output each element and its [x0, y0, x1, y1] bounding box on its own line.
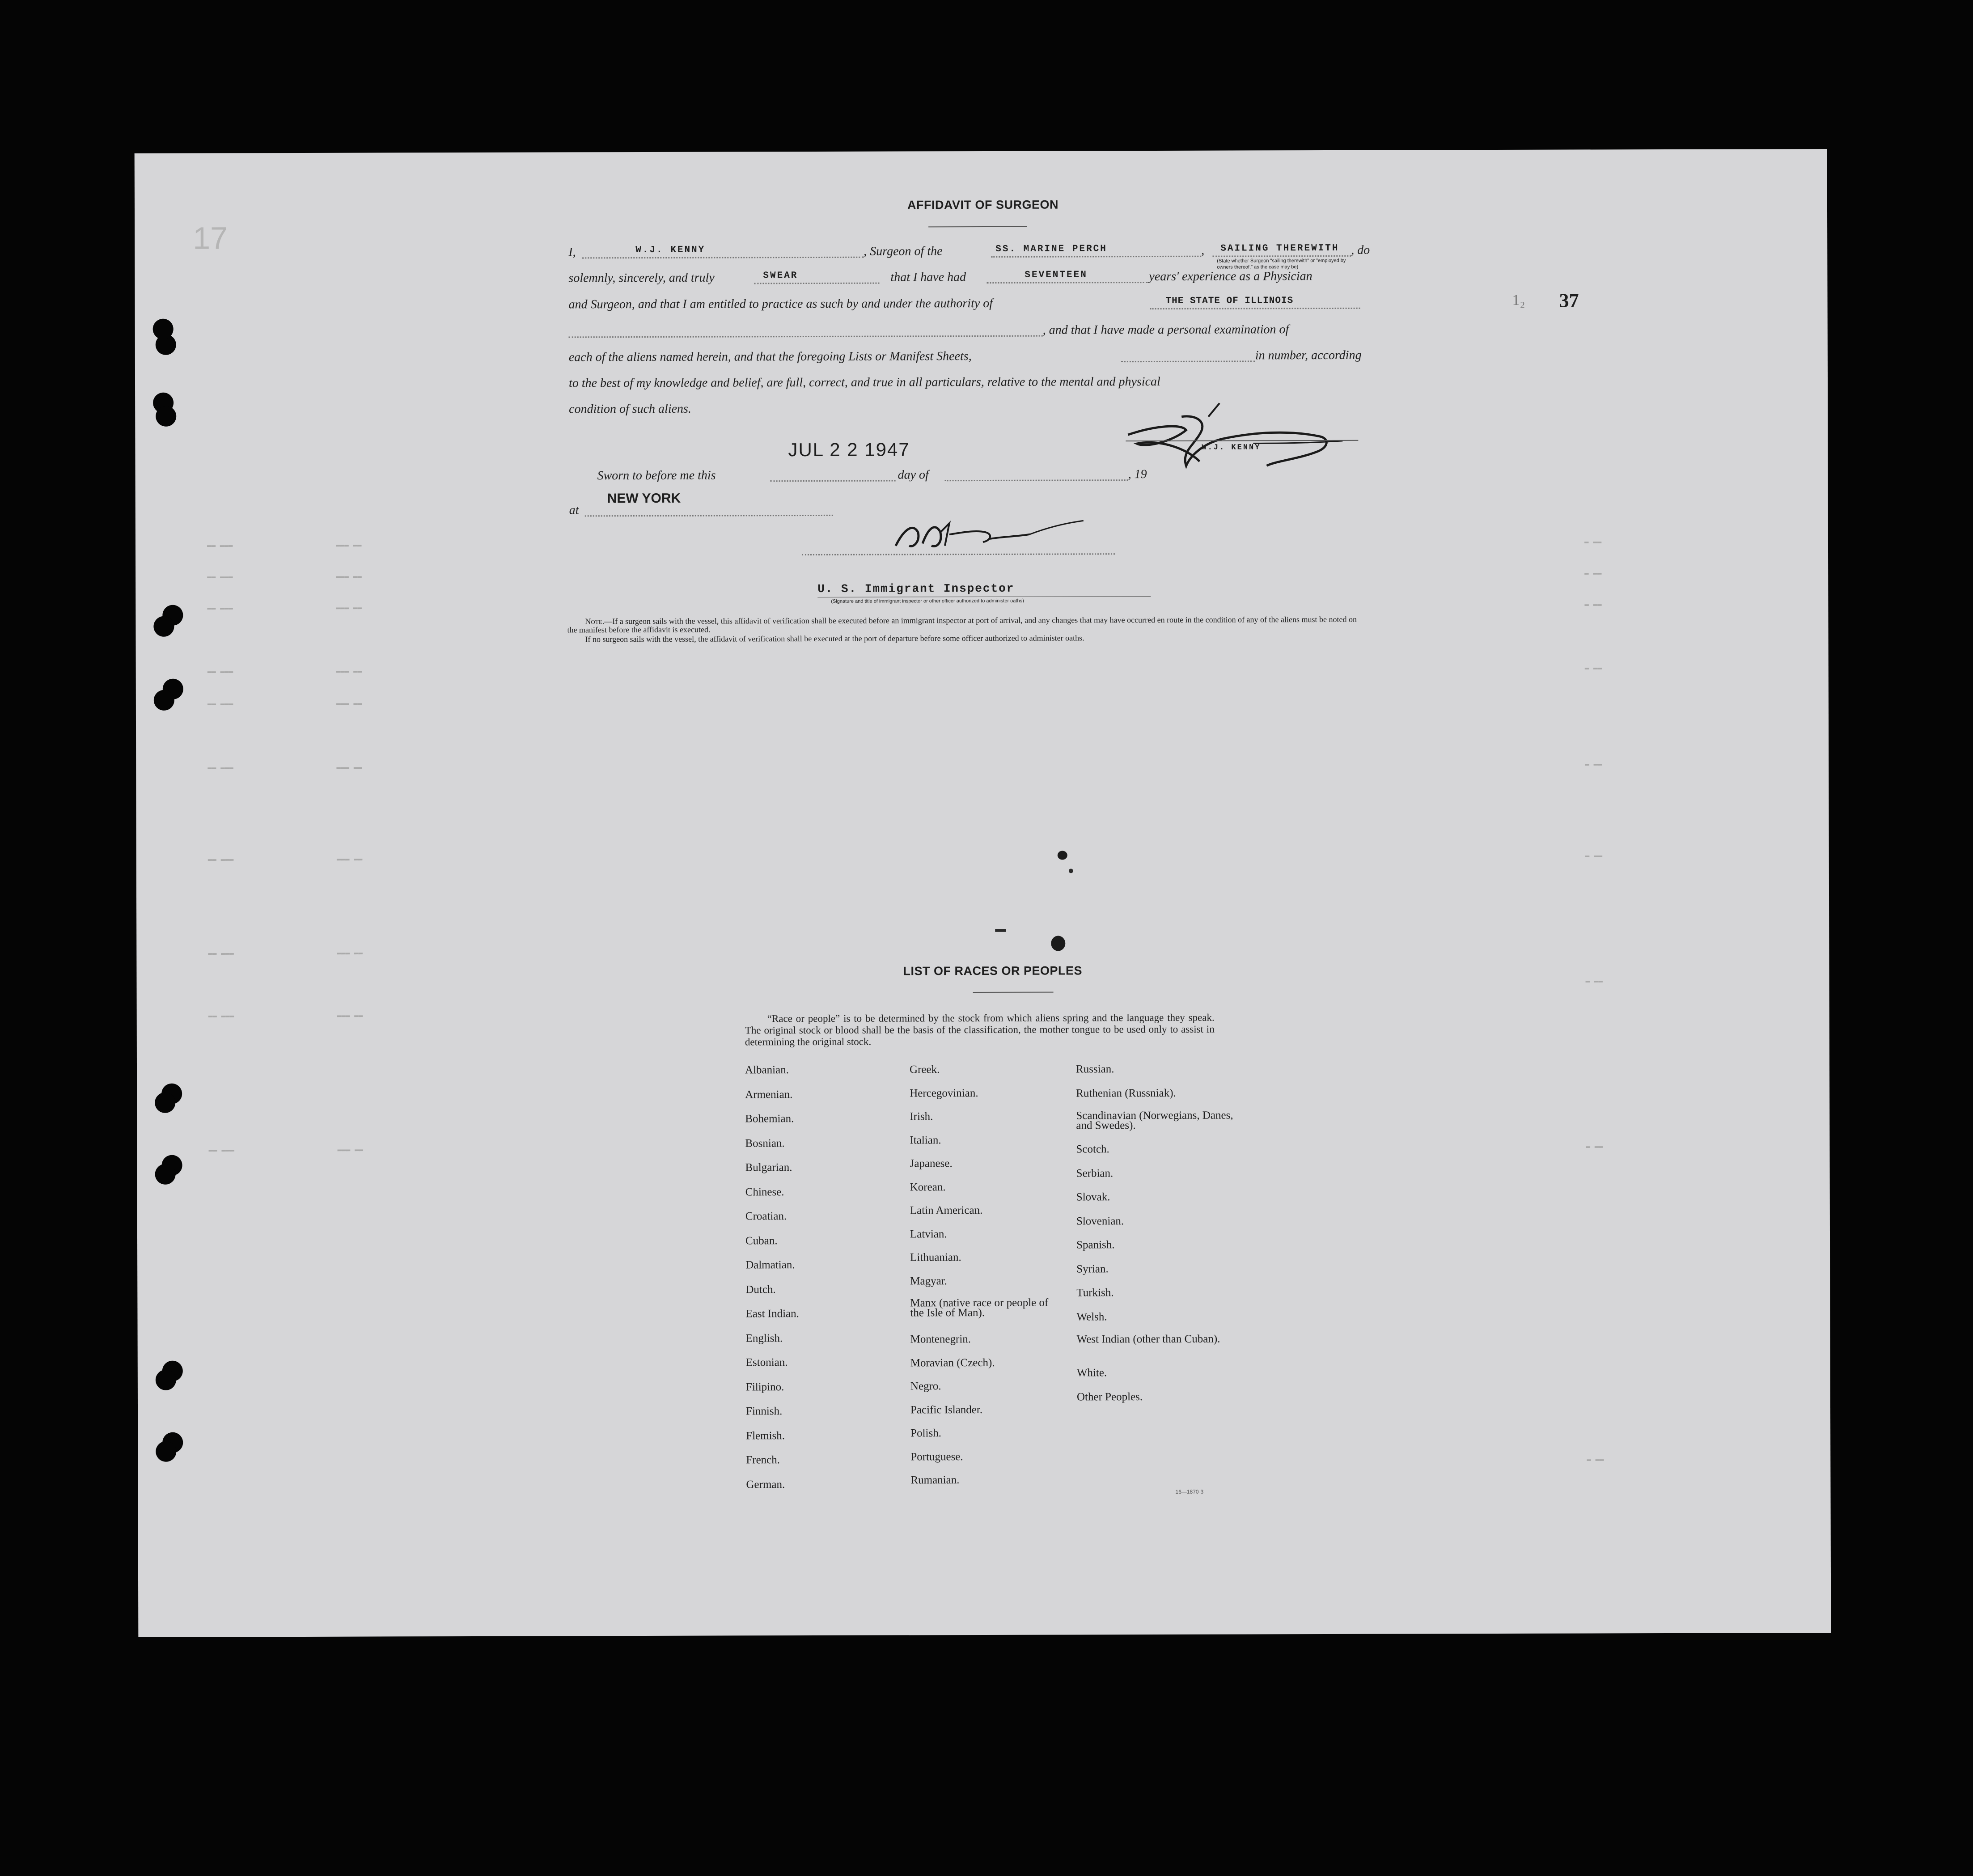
at-line [585, 515, 833, 517]
line4-text: , and that I have made a personal examination of [1042, 322, 1289, 337]
race-item: East Indian. [745, 1308, 799, 1320]
race-item: Latvian. [910, 1228, 947, 1240]
race-item: Greek. [909, 1063, 940, 1076]
ink-speck [1051, 936, 1065, 951]
page-number-mark: 1₂ [1512, 292, 1525, 309]
surgeon-name-line [582, 257, 864, 259]
race-item: Flemish. [746, 1429, 785, 1442]
race-item: Slovak. [1076, 1191, 1110, 1203]
sworn-text2: day of [898, 468, 929, 482]
line1-prefix: I, [568, 245, 576, 259]
race-item: White. [1076, 1367, 1107, 1379]
line2-text1: solemnly, sincerely, and truly [568, 271, 715, 285]
race-item: Welsh. [1076, 1310, 1107, 1323]
race-item: Scotch. [1076, 1143, 1109, 1156]
races-title-rule [973, 992, 1054, 993]
race-item: Dalmatian. [745, 1259, 795, 1271]
race-item: Italian. [910, 1134, 941, 1146]
race-item: German. [746, 1478, 785, 1491]
date-stamp: JUL 2 2 1947 [788, 439, 910, 461]
race-item: French. [746, 1454, 780, 1466]
sheets-count-line [1121, 360, 1255, 362]
line1-surgeon-of: , Surgeon of the [864, 244, 943, 258]
oath-field: SWEAR [763, 271, 798, 281]
race-item: Armenian. [745, 1088, 793, 1101]
race-item: Bohemian. [745, 1113, 794, 1125]
inspector-title: U. S. Immigrant Inspector [817, 581, 1015, 596]
race-item: Cuban. [745, 1234, 778, 1247]
races-title: LIST OF RACES OR PEOPLES [903, 964, 1083, 978]
years-field: SEVENTEEN [1025, 270, 1088, 280]
years-line [986, 282, 1147, 284]
races-intro: “Race or people” is to be determined by the stock from which aliens spring and the language they speak. The original stock or blood shall be the basis of the classification, the mother tongue to be used only to assist in determining the original stock. [745, 1012, 1215, 1048]
inspector-signature [887, 514, 1101, 555]
status-field: SAILING THEREWITH [1220, 243, 1339, 254]
race-item: English. [745, 1332, 783, 1344]
race-item: Lithuanian. [910, 1251, 961, 1264]
ink-speck [1058, 851, 1067, 860]
sworn-day-line [771, 480, 896, 482]
binder-hole [156, 1441, 176, 1462]
affidavit-title: AFFIDAVIT OF SURGEON [907, 198, 1059, 212]
line7-text: condition of such aliens. [569, 402, 691, 416]
form-number: 16—1870-3 [1175, 1488, 1204, 1495]
race-item: Hercegovinian. [910, 1087, 978, 1099]
note-label: Note. [585, 617, 605, 626]
vessel-field: SS. MARINE PERCH [995, 244, 1107, 254]
line3-text1: and Surgeon, and that I am entitled to practice as such by and under the authority of [568, 296, 993, 312]
vessel-line [991, 256, 1201, 258]
race-item: Portuguese. [910, 1450, 963, 1463]
race-item: Syrian. [1076, 1262, 1109, 1275]
affidavit-note-2: If no surgeon sails with the vessel, the affidavit of verification shall be executed at the port of departure before some officer authorized to administer oaths. [585, 633, 1084, 644]
sworn-month-line [945, 479, 1128, 481]
race-item: Bosnian. [745, 1137, 785, 1149]
race-item: Rumanian. [910, 1474, 960, 1486]
surgeon-signature [1119, 398, 1369, 477]
race-item: Spanish. [1076, 1239, 1115, 1251]
at-label: at [569, 503, 579, 517]
race-item: Serbian. [1076, 1167, 1114, 1179]
note-text1: —If a surgeon sails with the vessel, this affidavit of verification shall be executed before an immigrant inspector at port of arrival, and any changes that may have occurred en route in the condition of any of the aliens must be noted on the manifest before the affidavit is executed. [567, 614, 1357, 635]
race-item: Magyar. [910, 1275, 947, 1287]
race-item: Dutch. [745, 1283, 776, 1296]
status-line [1212, 255, 1351, 257]
binder-hole [154, 690, 174, 711]
binder-hole [153, 319, 174, 339]
status-note: (State whether Surgeon "sailing therewith" or "employed by owners thereof," as the case may be) [1217, 258, 1346, 270]
sworn-text3: , 19 [1128, 467, 1147, 482]
sworn-text1: Sworn to before me this [597, 468, 716, 483]
line2-text3: years' experience as a Physician [1149, 269, 1313, 284]
authority-field: THE STATE OF ILLINOIS [1165, 296, 1294, 306]
ink-speck [995, 929, 1006, 932]
race-item: Filipino. [745, 1381, 784, 1393]
race-item: Korean. [910, 1181, 946, 1193]
at-place: NEW YORK [607, 491, 681, 506]
race-item: Irish. [910, 1110, 933, 1123]
line6-text: to the best of my knowledge and belief, are full, correct, and true in all particulars, relative to the mental and physical [568, 374, 1160, 390]
race-item: West Indian (other than Cuban). [1076, 1333, 1220, 1346]
margin-mark: 17 [193, 220, 228, 256]
binder-hole [156, 406, 176, 427]
manifest-page [135, 149, 1831, 1637]
race-item: Ruthenian (Russniak). [1076, 1087, 1176, 1099]
race-item: Moravian (Czech). [910, 1356, 995, 1369]
inspector-note: (Signature and title of immigrant inspector or other officer authorized to administer oaths) [831, 598, 1024, 604]
race-item: Latin American. [910, 1204, 983, 1217]
title-rule [928, 226, 1027, 228]
race-item: Albanian. [745, 1064, 789, 1076]
race-item: Manx (native race or people of the Isle of Man). [910, 1296, 1049, 1319]
race-item: Negro. [910, 1380, 941, 1393]
race-item: Croatian. [745, 1210, 787, 1223]
line1-comma: , [1201, 243, 1205, 258]
bleed-through-rows: ▬▬ ▬▬▬ ▬▬▬ ▬▬ ▬▬ ▬▬▬ ▬▬▬ ▬▬ ▬▬ ▬▬▬ ▬▬▬ ▬▬ ▬▬ ▬▬▬ ▬▬▬ ▬▬ ▬▬ ▬▬▬ ▬▬▬ ▬▬ ▬▬ ▬▬▬ ▬▬▬ ▬▬ ▬▬ ▬▬▬ ▬▬▬ ▬▬ ▬▬ ▬▬▬ ▬▬▬ ▬▬ ▬▬ ▬▬▬ ▬▬▬ ▬▬ ▬▬ ▬▬▬ ▬▬▬ ▬▬ ▬ ▬▬ ▬ ▬▬ ▬ ▬▬ ▬ ▬▬ ▬ ▬▬ ▬ ▬▬ ▬ ▬▬ ▬ ▬▬ ▬ ▬▬ [207, 538, 1604, 1464]
binder-hole [156, 1370, 176, 1390]
page-number: 37 [1559, 289, 1579, 312]
affidavit-note [567, 615, 1368, 635]
race-item: Scandinavian (Norwegians, Danes, and Swedes). [1076, 1109, 1233, 1132]
race-item: Japanese. [910, 1157, 953, 1170]
race-item: Polish. [910, 1427, 941, 1440]
binder-hole [155, 1093, 175, 1113]
signature-typed: W.J. KENNY [1202, 443, 1261, 452]
race-item: Bulgarian. [745, 1161, 792, 1174]
line5-text2: in number, according [1255, 348, 1362, 363]
race-item: Slovenian. [1076, 1215, 1124, 1227]
race-item: Montenegrin. [910, 1333, 971, 1346]
authority-line [1150, 308, 1360, 309]
race-item: Other Peoples. [1076, 1390, 1143, 1403]
race-item: Pacific Islander. [910, 1403, 983, 1416]
ink-speck [1069, 868, 1073, 873]
binder-hole [153, 616, 174, 637]
race-item: Finnish. [745, 1405, 783, 1418]
line5-text1: each of the aliens named herein, and that the foregoing Lists or Manifest Sheets, [568, 349, 972, 364]
surgeon-name-field: W.J. KENNY [635, 245, 706, 256]
oath-line [754, 283, 879, 284]
line2-text2: that I have had [890, 270, 966, 284]
race-item: Turkish. [1076, 1287, 1114, 1299]
race-item: Russian. [1075, 1063, 1114, 1076]
race-item: Estonian. [745, 1356, 788, 1369]
authority-line-2 [569, 335, 1043, 338]
inspector-title-rule [817, 596, 1151, 597]
binder-hole [155, 1164, 176, 1185]
race-item: Chinese. [745, 1186, 784, 1198]
inspector-signature-line [802, 553, 1115, 555]
line1-do: , do [1351, 243, 1370, 257]
